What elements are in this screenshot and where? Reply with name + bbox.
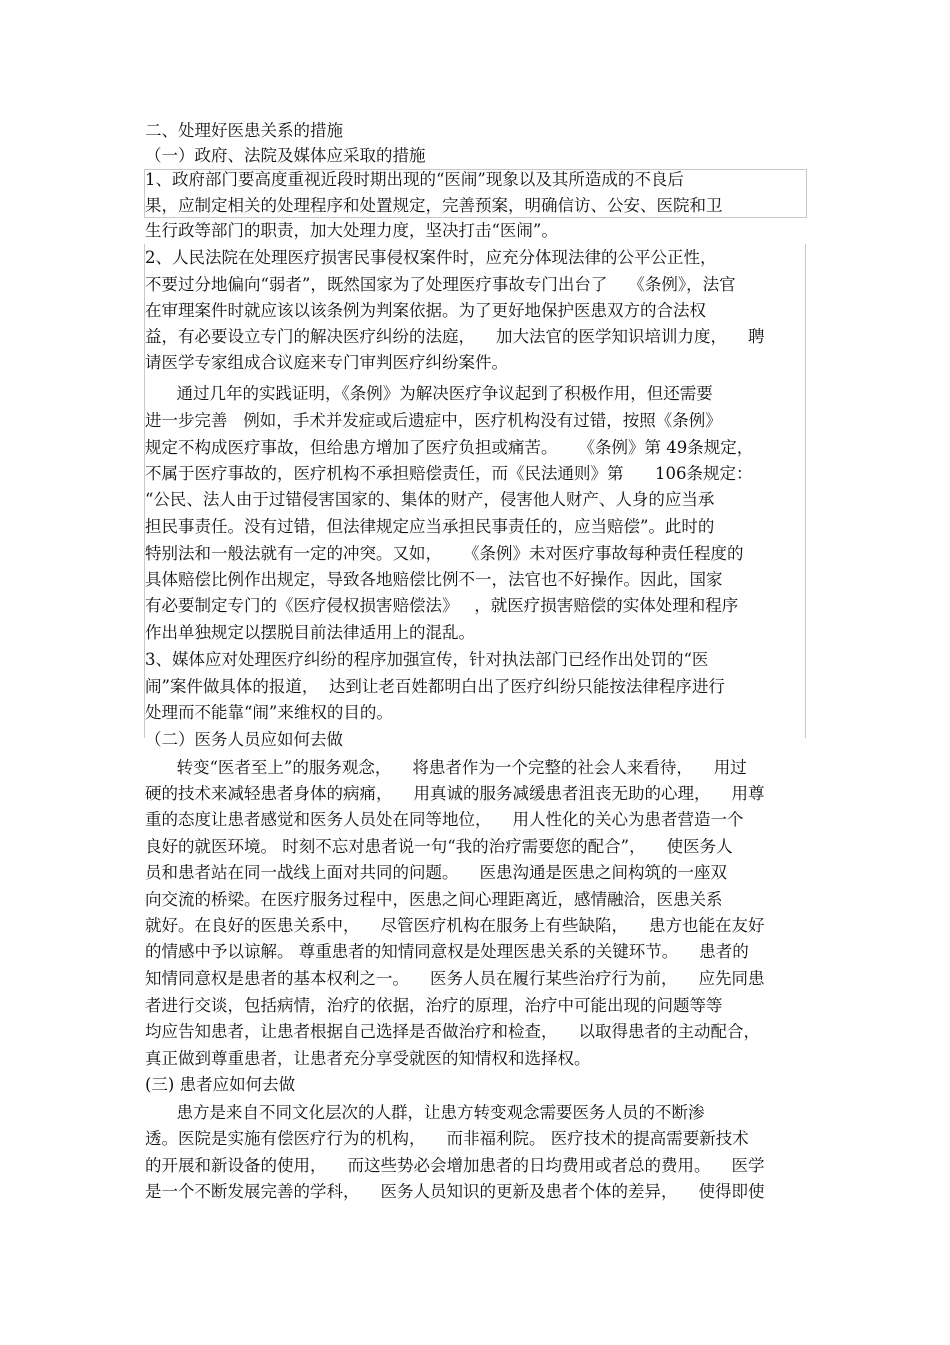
text-line: 2、人民法院在处理医疗损害民事侵权案件时，应充分体现法律的公平公正性， [145, 248, 717, 267]
text-line: 在审理案件时就应该以该条例为判案依据。为了更好地保护医患双方的合法权 [145, 301, 706, 320]
text-line: 生行政等部门的职责，加大处理力度，坚决打击“医闹”。 [145, 221, 558, 240]
text-line: 规定不构成医疗事故，但给患方增加了医疗负担或痛苦。 《条例》第 49条规定， [145, 438, 754, 457]
text-line: 知情同意权是患者的基本权利之一。 医务人员在履行某些治疗行为前， 应先同患 [145, 969, 765, 988]
text-line: 担民事责任。没有过错，但法律规定应当承担民事责任的，应当赔偿”。此时的 [145, 517, 715, 536]
text-line: 3、媒体应对处理医疗纠纷的程序加强宣传，针对执法部门已经作出处罚的“医 [145, 650, 709, 669]
text-line: 患方是来自不同文化层次的人群，让患方转变观念需要医务人员的不断渗 [145, 1103, 705, 1122]
frame-line-right [805, 244, 806, 738]
text-line: 良好的就医环境。 时刻不忘对患者说一句“我的治疗需要您的配合”， 使医务人 [145, 837, 733, 856]
text-line: 不属于医疗事故的，医疗机构不承担赔偿责任，而《民法通则》第 106条规定： [145, 464, 753, 483]
text-line: 果，应制定相关的处理程序和处置规定，完善预案，明确信访、公安、医院和卫 [145, 196, 723, 215]
text-line: 就好。在良好的医患关系中， 尽管医疗机构在服务上有些缺陷， 患方也能在友好 [145, 916, 765, 935]
text-line: 透。医院是实施有偿医疗行为的机构， 而非福利院。 医疗技术的提高需要新技术 [145, 1129, 749, 1148]
text-line: 特别法和一般法就有一定的冲突。又如， 《条例》未对医疗事故每种责任程度的 [145, 544, 744, 563]
text-line: 处理而不能靠“闹”来维权的目的。 [145, 703, 393, 722]
text-line: 向交流的桥梁。在医疗服务过程中，医患之间心理距离近，感情融洽，医患关系 [145, 890, 723, 909]
text-line: 进一步完善 例如，手术并发症或后遗症中，医疗机构没有过错，按照《条例》 [145, 411, 722, 430]
text-line: 请医学专家组成合议庭来专门审判医疗纠纷案件。 [145, 353, 508, 372]
text-line: （一）政府、法院及媒体应采取的措施 [145, 146, 426, 165]
text-line: 者进行交谈，包括病情，治疗的依据，治疗的原理，治疗中可能出现的问题等等 [145, 996, 723, 1015]
text-line: 硬的技术来减轻患者身体的病痛， 用真诚的服务减缓患者沮丧无助的心理， 用尊 [145, 784, 765, 803]
text-line: 益，有必要设立专门的解决医疗纠纷的法庭， 加大法官的医学知识培训力度， 聘 [145, 327, 765, 346]
text-line: 真正做到尊重患者，让患者充分享受就医的知情权和选择权。 [145, 1049, 591, 1068]
text-line: 有必要制定专门的《医疗侵权损害赔偿法》 ，就医疗损害赔偿的实体处理和程序 [145, 596, 739, 615]
text-line: 转变“医者至上”的服务观念， 将患者作为一个完整的社会人来看待， 用过 [145, 758, 747, 777]
text-line: 员和患者站在同一战线上面对共同的问题。 医患沟通是医患之间构筑的一座双 [145, 863, 727, 882]
text-line: 均应告知患者，让患者根据自己选择是否做治疗和检查， 以取得患者的主动配合， [145, 1022, 760, 1041]
text-line: 二、处理好医患关系的措施 [145, 121, 343, 140]
text-line: 通过几年的实践证明，《条例》为解决医疗争议起到了积极作用，但还需要 [145, 384, 713, 403]
text-line: (三) 患者应如何去做 [145, 1075, 296, 1094]
text-line: 作出单独规定以摆脱目前法律适用上的混乱。 [145, 623, 475, 642]
text-line: 不要过分地偏向“弱者”，既然国家为了处理医疗事故专门出台了 《条例》，法官 [145, 275, 736, 294]
text-line: 是一个不断发展完善的学科， 医务人员知识的更新及患者个体的差异， 使得即使 [145, 1182, 765, 1201]
text-line: 的开展和新设备的使用， 而这些势必会增加患者的日均费用或者总的费用。 医学 [145, 1156, 765, 1175]
text-line: （二）医务人员应如何去做 [145, 730, 343, 749]
text-line: 1、政府部门要高度重视近段时期出现的“医闹”现象以及其所造成的不良后 [145, 170, 684, 189]
text-line: 具体赔偿比例作出规定，导致各地赔偿比例不一，法官也不好操作。因此，国家 [145, 570, 723, 589]
text-line: 的情感中予以谅解。 尊重患者的知情同意权是处理医患关系的关键环节。 患者的 [145, 942, 749, 961]
text-line: 闹”案件做具体的报道， 达到让老百姓都明白出了医疗纠纷只能按法律程序进行 [145, 677, 725, 696]
text-line: “公民、法人由于过错侵害国家的、集体的财产，侵害他人财产、人身的应当承 [145, 490, 715, 509]
text-line: 重的态度让患者感觉和医务人员处在同等地位， 用人性化的关心为患者营造一个 [145, 810, 744, 829]
